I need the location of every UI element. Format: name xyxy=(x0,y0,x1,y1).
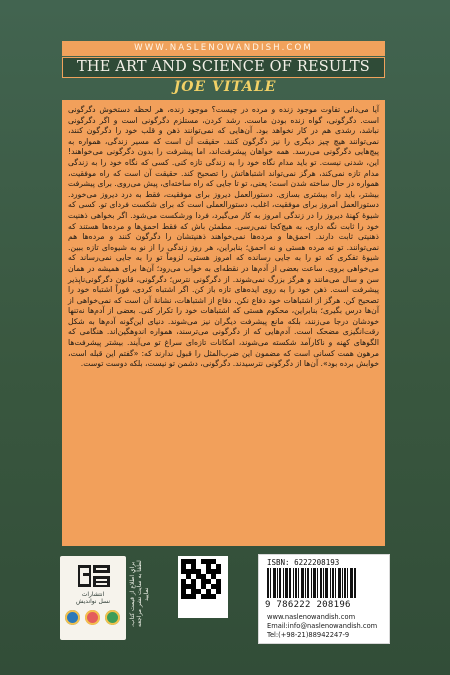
award-badge-icon xyxy=(105,610,120,625)
book-title: THE ART AND SCIENCE OF RESULTS xyxy=(62,57,385,78)
publisher-name: نسل نواندیش xyxy=(75,598,111,605)
website-banner: WWW.NASLENOWANDISH.COM xyxy=(62,41,385,56)
price-note: برای اطلاع از قیمت کتاب، لطفاً به سایت نشر مراجعه نمایید xyxy=(129,560,150,628)
publisher-website: www.naslenowandish.com xyxy=(267,613,356,621)
publisher-name-block xyxy=(60,591,126,605)
publisher-logo-card xyxy=(60,556,126,640)
back-cover-text-panel xyxy=(62,100,385,546)
isbn-and-contact-box xyxy=(258,554,390,644)
award-badge-icon xyxy=(65,610,80,625)
publisher-logo-icon xyxy=(77,562,111,590)
publisher-phone: Tel:(+98-21)88942247-9 xyxy=(267,631,350,639)
publisher-contact xyxy=(267,613,385,640)
author-name: JOE VITALE xyxy=(173,79,277,95)
isbn-number: 9 786222 208196 xyxy=(265,600,351,610)
qr-code-grid xyxy=(181,559,225,599)
barcode-icon xyxy=(267,568,379,598)
isbn-label: ISBN: 6222208193 xyxy=(267,558,340,567)
publisher-subtext: انتشارات xyxy=(81,591,105,598)
award-badge-icon xyxy=(85,610,100,625)
back-cover-paragraph: آیا می‌دانی تفاوت موجود زنده و مرده در چیست؟ موجود زنده، هر لحظه دستخوش دگرگونی است. دگرگونی، گواه زنده بودن ماست. رشد کردن، مستلزم دگرگونی است و اگر دگرگونی نباشد، رشدی هم در کار نخواهد بود. آن‌هایی که نمی‌توانند ذهن و قلب خود را دگرگون کنند، نمی‌توانند هیچ چیز دیگری را نیز دگرگون کنند. حقیقت آن است که مسیر زندگی، همواره به پیچ‌هایی دگرگونی می‌رسد. همه خواهان پیشرفت‌اند، اما پیشرفت را بدون دگرگونی می‌خواهند! این، شدنی نیست. تو باید مدام نگاه خود را به زندگی تازه کنی. کسی که نگاه خود را به زندگی مدام تازه نمی‌کند، هرگز نمی‌تواند اشتباهاتش را تصحیح کند. حقیقت آن است که راه موفقیت، همواره در حال ساخته شدن است؛ یعنی، تو تا جایی که راه ساخته‌ای، پیش می‌روی. برای پیشرفت بیشتر، باید راه بیشتری بسازی. دستورالعمل دیروز برای موفقیت، فقط به درد دیروز می‌خورد. دستورالعمل امروز برای موفقیت، اغلب، دستورالعملی است که برای شکست فردای تو. کسی که شیوهٔ کهنهٔ دیروز را در زندگی امروز به کار می‌گیرد، فردا ورشکست می‌شود. اگر بخواهی ذهنیت خود را ثابت نگه داری، به هیچ‌کجا نمی‌رسی. مطمئن باش که فقط احمق‌ها و مرده‌ها هستند که ذهنیتی ثابت دارند. احمق‌ها و مرده‌ها نمی‌خواهند ذهنیتشان را دگرگون کنند و مرده‌ها هم نمی‌توانند. تو نه مرده هستی و نه احمق؛ بنابراین، هر روز زندگی را از نو به شیوه‌ای تازه ببین. شیوهٔ تفکری که تو را به جایی رسانده که امروز هستی، لزوماً تو را به جایی نمی‌رساند که می‌خواهی بروی. ساعت بعضی از آدم‌ها در نقطه‌ای به خواب می‌رود؛ آن‌ها برای همیشه در همان سن و سال می‌مانند و هرگز بزرگ نمی‌شوند. از دگرگونی نترس؛ دگرگونی، قانون دگرگونی‌ناپذیر پیشرفت است. ذهن خود را به روی ایده‌های تازه باز کن. اگر اشتباه کردی، فوراً اشتباه خود را تصحیح کن. هرگز از اشتباهات خود دفاع نکن. دفاع از اشتباهات، نشانهٔ آن است که نمی‌خواهی از آن‌ها درس بگیری؛ بنابراین، محکوم هستی که اشتباهات خود را تکرار کنی. بعضی از آدم‌ها نه‌تنها خودشان درجا می‌زنند، بلکه مانع پیشرفت دیگران نیز می‌شوند. دنیای این‌گونه آدم‌ها به شکل رقت‌انگیزی مضحک است. آدم‌هایی که از دگرگونی می‌ترسند، همواره اندوهگین‌اند. هنگامی که الگوهای کهنه و ناکارآمد شکسته می‌شوند، امکانات تازه‌ای سراغ تو می‌آیند. بیشتر پیشرفت‌ها مرهون همت کسانی است که مضمون این ضرب‌المثل را قبول ندارند که: «گفتم این قبله است، خوابش برده بود». آن‌ها از دگرگونی نترسیدند. دگرگونی، دشمن تو نیست، بلکه دوست توست. xyxy=(68,105,379,369)
qr-code-icon xyxy=(178,556,228,618)
publisher-email: Email:info@naslenowandish.com xyxy=(267,622,378,630)
